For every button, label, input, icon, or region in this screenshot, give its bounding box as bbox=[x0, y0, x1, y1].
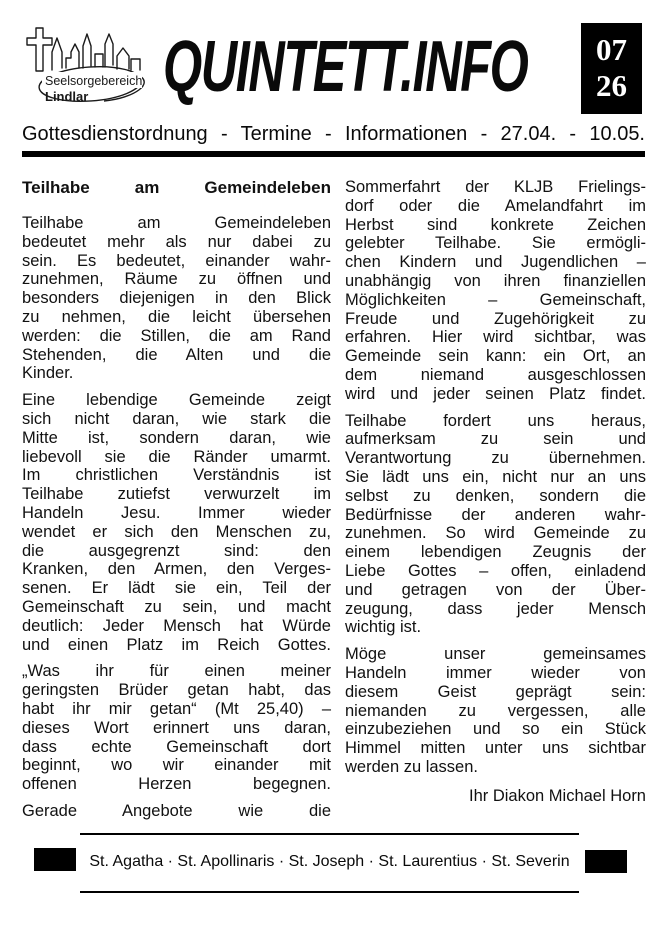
text-line: habt ihr mir getan“ (Mt 25,40) – bbox=[22, 699, 331, 718]
footer-block-left bbox=[34, 848, 76, 871]
text-line: besonders diejenigen in den Blick bbox=[22, 289, 331, 308]
text-line: geringsten Brüder getan habt, das bbox=[22, 681, 331, 700]
text-line: Kinder. bbox=[22, 364, 74, 383]
text-line: Teilhabe fordert uns heraus, bbox=[345, 411, 646, 430]
text-line: werden: die Stillen, die am Rand bbox=[22, 326, 331, 345]
issue-number-top: 07 bbox=[596, 32, 627, 67]
paragraph bbox=[345, 412, 646, 638]
article-column-left bbox=[22, 178, 331, 829]
text-line: die ausgegrenzt sind: den bbox=[22, 541, 331, 560]
text-line: Verantwortung zu übernehmen. bbox=[345, 449, 646, 468]
text-line: wichtig ist. bbox=[345, 618, 422, 637]
text-line: und einen Platz im Reich Gottes. bbox=[22, 635, 331, 654]
text-line: selbst zu denken, sondern die bbox=[345, 486, 646, 505]
text-line: unabhängig von ihren finanziellen bbox=[345, 271, 646, 290]
text-line: Teilhabe zutiefst verwurzelt im bbox=[22, 485, 331, 504]
paragraph bbox=[22, 214, 331, 383]
text-line: diesem Geist geprägt sein: bbox=[345, 682, 646, 701]
text-line: deutlich: Jeder Mensch hat Würde bbox=[22, 616, 331, 635]
text-line: dem niemand ausgeschlossen bbox=[345, 365, 646, 384]
text-line: Möge unser gemeinsames bbox=[345, 645, 646, 664]
text-line: Gerade Angebote wie die bbox=[22, 801, 331, 820]
text-line: einzubeziehen und so ein Stück bbox=[345, 720, 646, 739]
footer-rule-bottom bbox=[80, 891, 579, 893]
header-rule bbox=[22, 151, 645, 157]
issue-number-bottom: 26 bbox=[596, 68, 627, 103]
paragraph bbox=[345, 645, 646, 777]
text-line: Liebe Gottes – offen, einladend bbox=[345, 561, 646, 580]
paragraph bbox=[22, 391, 331, 654]
text-line: erfahren. Hier wird sichtbar, was bbox=[345, 328, 646, 347]
text-line: wird und jeder seinen Platz findet. bbox=[345, 384, 646, 403]
article-heading: Teilhabe am Gemeindeleben bbox=[22, 178, 331, 197]
footer-rule-top bbox=[80, 833, 579, 835]
text-line: Bedürfnisse der anderen wahr- bbox=[345, 505, 646, 524]
text-line: Herbst sind konkrete Zeichen bbox=[345, 215, 646, 234]
logo-region-label: Seelsorgebereich bbox=[45, 74, 143, 88]
text-line: Im christlichen Verständnis ist bbox=[22, 466, 331, 485]
paragraph bbox=[345, 178, 646, 404]
text-line: einem lebendigen Zeugnis der bbox=[345, 543, 646, 562]
text-line: sich nicht daran, wie stark die bbox=[22, 409, 331, 428]
text-line: dass echte Gemeinschaft dort bbox=[22, 737, 331, 756]
footer-parish-list: St. Agatha · St. Apollinaris · St. Joseph · St. Laurentius · St. Severin bbox=[89, 853, 570, 870]
text-line: Gemeinde sein kann: ein Ort, an bbox=[345, 347, 646, 366]
text-line: zu nehmen, die leicht übersehen bbox=[22, 307, 331, 326]
text-line: chen Kindern und Jugendlichen – bbox=[345, 253, 646, 272]
author-signature: Ihr Diakon Michael Horn bbox=[469, 786, 646, 805]
text-line: werden zu lassen. bbox=[345, 757, 478, 776]
text-line: beginnt, wo wir einander mit bbox=[22, 756, 331, 775]
text-line: Handeln immer wieder von bbox=[345, 663, 646, 682]
issue-number-box bbox=[581, 23, 642, 114]
text-line: Sommerfahrt der KLJB Frielings- bbox=[345, 178, 646, 196]
text-line: Möglichkeiten – Gemeinschaft, bbox=[345, 290, 646, 309]
text-line: Stehenden, die Alten und die bbox=[22, 345, 331, 364]
text-line: dieses Wort erinnert uns daran, bbox=[22, 718, 331, 737]
masthead-subtitle: Gottesdienstordnung - Termine - Informationen - 27.04. - 10.05. bbox=[22, 123, 645, 145]
logo-town-label: Lindlar bbox=[45, 89, 89, 104]
text-line: Sie lädt uns ein, nicht nur an uns bbox=[345, 467, 646, 486]
text-line: Mitte ist, sondern daran, wie bbox=[22, 428, 331, 447]
paragraph bbox=[22, 802, 331, 821]
text-line: Handeln Jesu. Immer wieder bbox=[22, 503, 331, 522]
parish-logo bbox=[16, 20, 170, 116]
text-line: offenen Herzen begegnen. bbox=[22, 775, 331, 794]
paragraph bbox=[22, 662, 331, 794]
text-line: Teilhabe am Gemeindeleben bbox=[22, 214, 331, 232]
text-line: senen. Er lädt sie ein, Teil der bbox=[22, 579, 331, 598]
newsletter-title: QUINTETT.INFO bbox=[163, 27, 528, 107]
church-skyline-icon bbox=[16, 20, 170, 116]
article-column-right bbox=[345, 178, 646, 806]
text-line: liebevoll sie die Ränder umarmt. bbox=[22, 447, 331, 466]
text-line: zunehmen, Räume zu öffnen und bbox=[22, 270, 331, 289]
text-line: niemanden zu vergessen, alle bbox=[345, 701, 646, 720]
text-line: Gemeinschaft zu sein, und macht bbox=[22, 597, 331, 616]
text-line: gelebter Teilhabe. Sie ermögli- bbox=[345, 234, 646, 253]
footer-block-right bbox=[585, 850, 627, 873]
text-line: Himmel mitten unter uns sichtbar bbox=[345, 739, 646, 758]
text-line: aufmerksam zu sein und bbox=[345, 430, 646, 449]
text-line: wendet er sich den Menschen zu, bbox=[22, 522, 331, 541]
text-line: bedeutet mehr als nur dabei zu bbox=[22, 232, 331, 251]
text-line: Kranken, den Armen, den Verges- bbox=[22, 560, 331, 579]
text-line: und getragen von der Über- bbox=[345, 580, 646, 599]
text-line: dorf oder die Amelandfahrt im bbox=[345, 196, 646, 215]
text-line: Freude und Zugehörigkeit zu bbox=[345, 309, 646, 328]
text-line: sein. Es bedeutet, einander wahr- bbox=[22, 251, 331, 270]
text-line: zunehmen. So wird Gemeinde zu bbox=[345, 524, 646, 543]
text-line: zeugung, dass jeder Mensch bbox=[345, 599, 646, 618]
text-line: „Was ihr für einen meiner bbox=[22, 662, 331, 681]
text-line: Eine lebendige Gemeinde zeigt bbox=[22, 391, 331, 410]
